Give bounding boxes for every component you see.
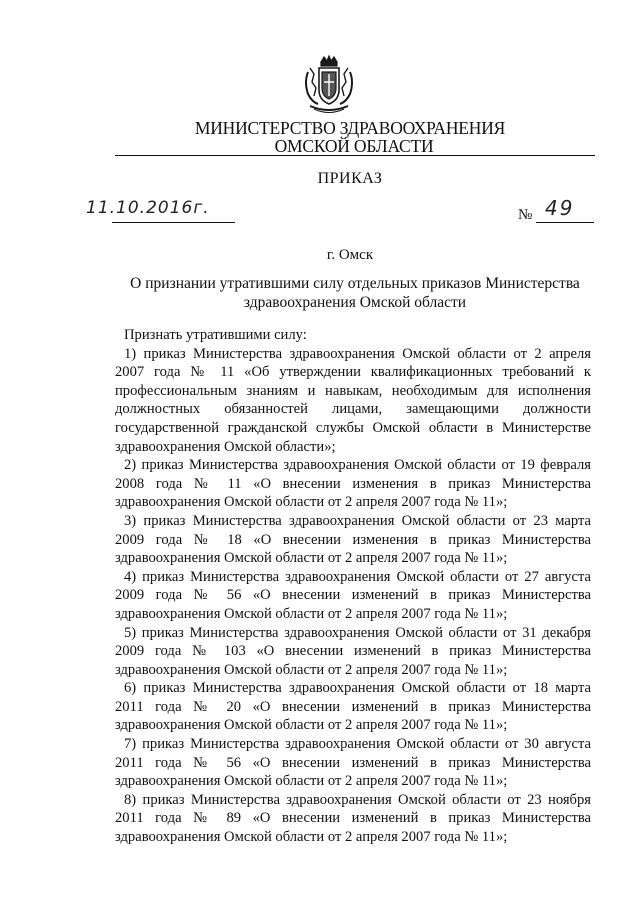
- list-item: 7) приказ Министерства здравоохранения Омской области от 30 августа 2011 года № 56 «О внесении изменений в приказ Министерства здравоохранения Омской области от 2 апреля 2007 года № 11»;: [115, 736, 591, 790]
- ministry-name-line2: ОМСКОЙ ОБЛАСТИ: [274, 136, 434, 156]
- date-underline: [112, 222, 235, 223]
- header-divider: [115, 155, 595, 156]
- number-underline: [536, 222, 594, 223]
- list-item: 5) приказ Министерства здравоохранения Омской области от 31 декабря 2009 года № 103 «О внесении изменений в приказ Министерства здравоохранения Омской области от 2 апреля 2007 года № 11»;: [115, 624, 591, 678]
- handwritten-date: 11.10.2016г.: [86, 198, 210, 218]
- ministry-name-line1: МИНИСТЕРСТВО ЗДРАВООХРАНЕНИЯ: [194, 118, 506, 138]
- list-item: 3) приказ Министерства здравоохранения Омской области от 23 марта 2009 года № 18 «О внесении изменения в приказ Министерства здравоохранения Омской области от 2 апреля 2007 года № 11»;: [115, 512, 591, 567]
- handwritten-number: 49: [545, 196, 575, 220]
- coat-of-arms-icon: [300, 54, 358, 114]
- list-item: 1) приказ Министерства здравоохранения Омской области от 2 апреля 2007 года № 11 «Об утверждении квалификационных требований к профессиональным знаниям и навыкам, необходимым для исполнения должностных обязанностей лицами, замещающими должности государственной гражданской службы Омской области в Министерстве здравоохранения Омской области»;: [115, 345, 591, 455]
- city-line: г. Омск: [326, 247, 374, 263]
- list-item: 4) приказ Министерства здравоохранения Омской области от 27 августа 2009 года № 56 «О внесении изменений в приказ Министерства здравоохранения Омской области от 2 апреля 2007 года № 11»;: [115, 568, 591, 622]
- number-label: №: [518, 207, 533, 223]
- list-item: 6) приказ Министерства здравоохранения Омской области от 18 марта 2011 года № 20 «О внесении изменений в приказ Министерства здравоохранения Омской области от 2 апреля 2007 года № 11»;: [115, 680, 591, 734]
- order-body: [115, 326, 591, 847]
- order-subject: О признании утратившими силу отдельных приказов Министерства здравоохранения Омской области: [130, 275, 580, 311]
- document-title: ПРИКАЗ: [317, 170, 383, 187]
- lead-sentence: Признать утратившими силу:: [124, 327, 307, 343]
- list-item: 8) приказ Министерства здравоохранения Омской области от 23 ноября 2011 года № 89 «О внесении изменений в приказ Министерства здравоохранения Омской области от 2 апреля 2007 года № 11»;: [115, 791, 591, 846]
- list-item: 2) приказ Министерства здравоохранения Омской области от 19 февраля 2008 года № 11 «О внесении изменения в приказ Министерства здравоохранения Омской области от 2 апреля 2007 года № 11»;: [115, 457, 591, 511]
